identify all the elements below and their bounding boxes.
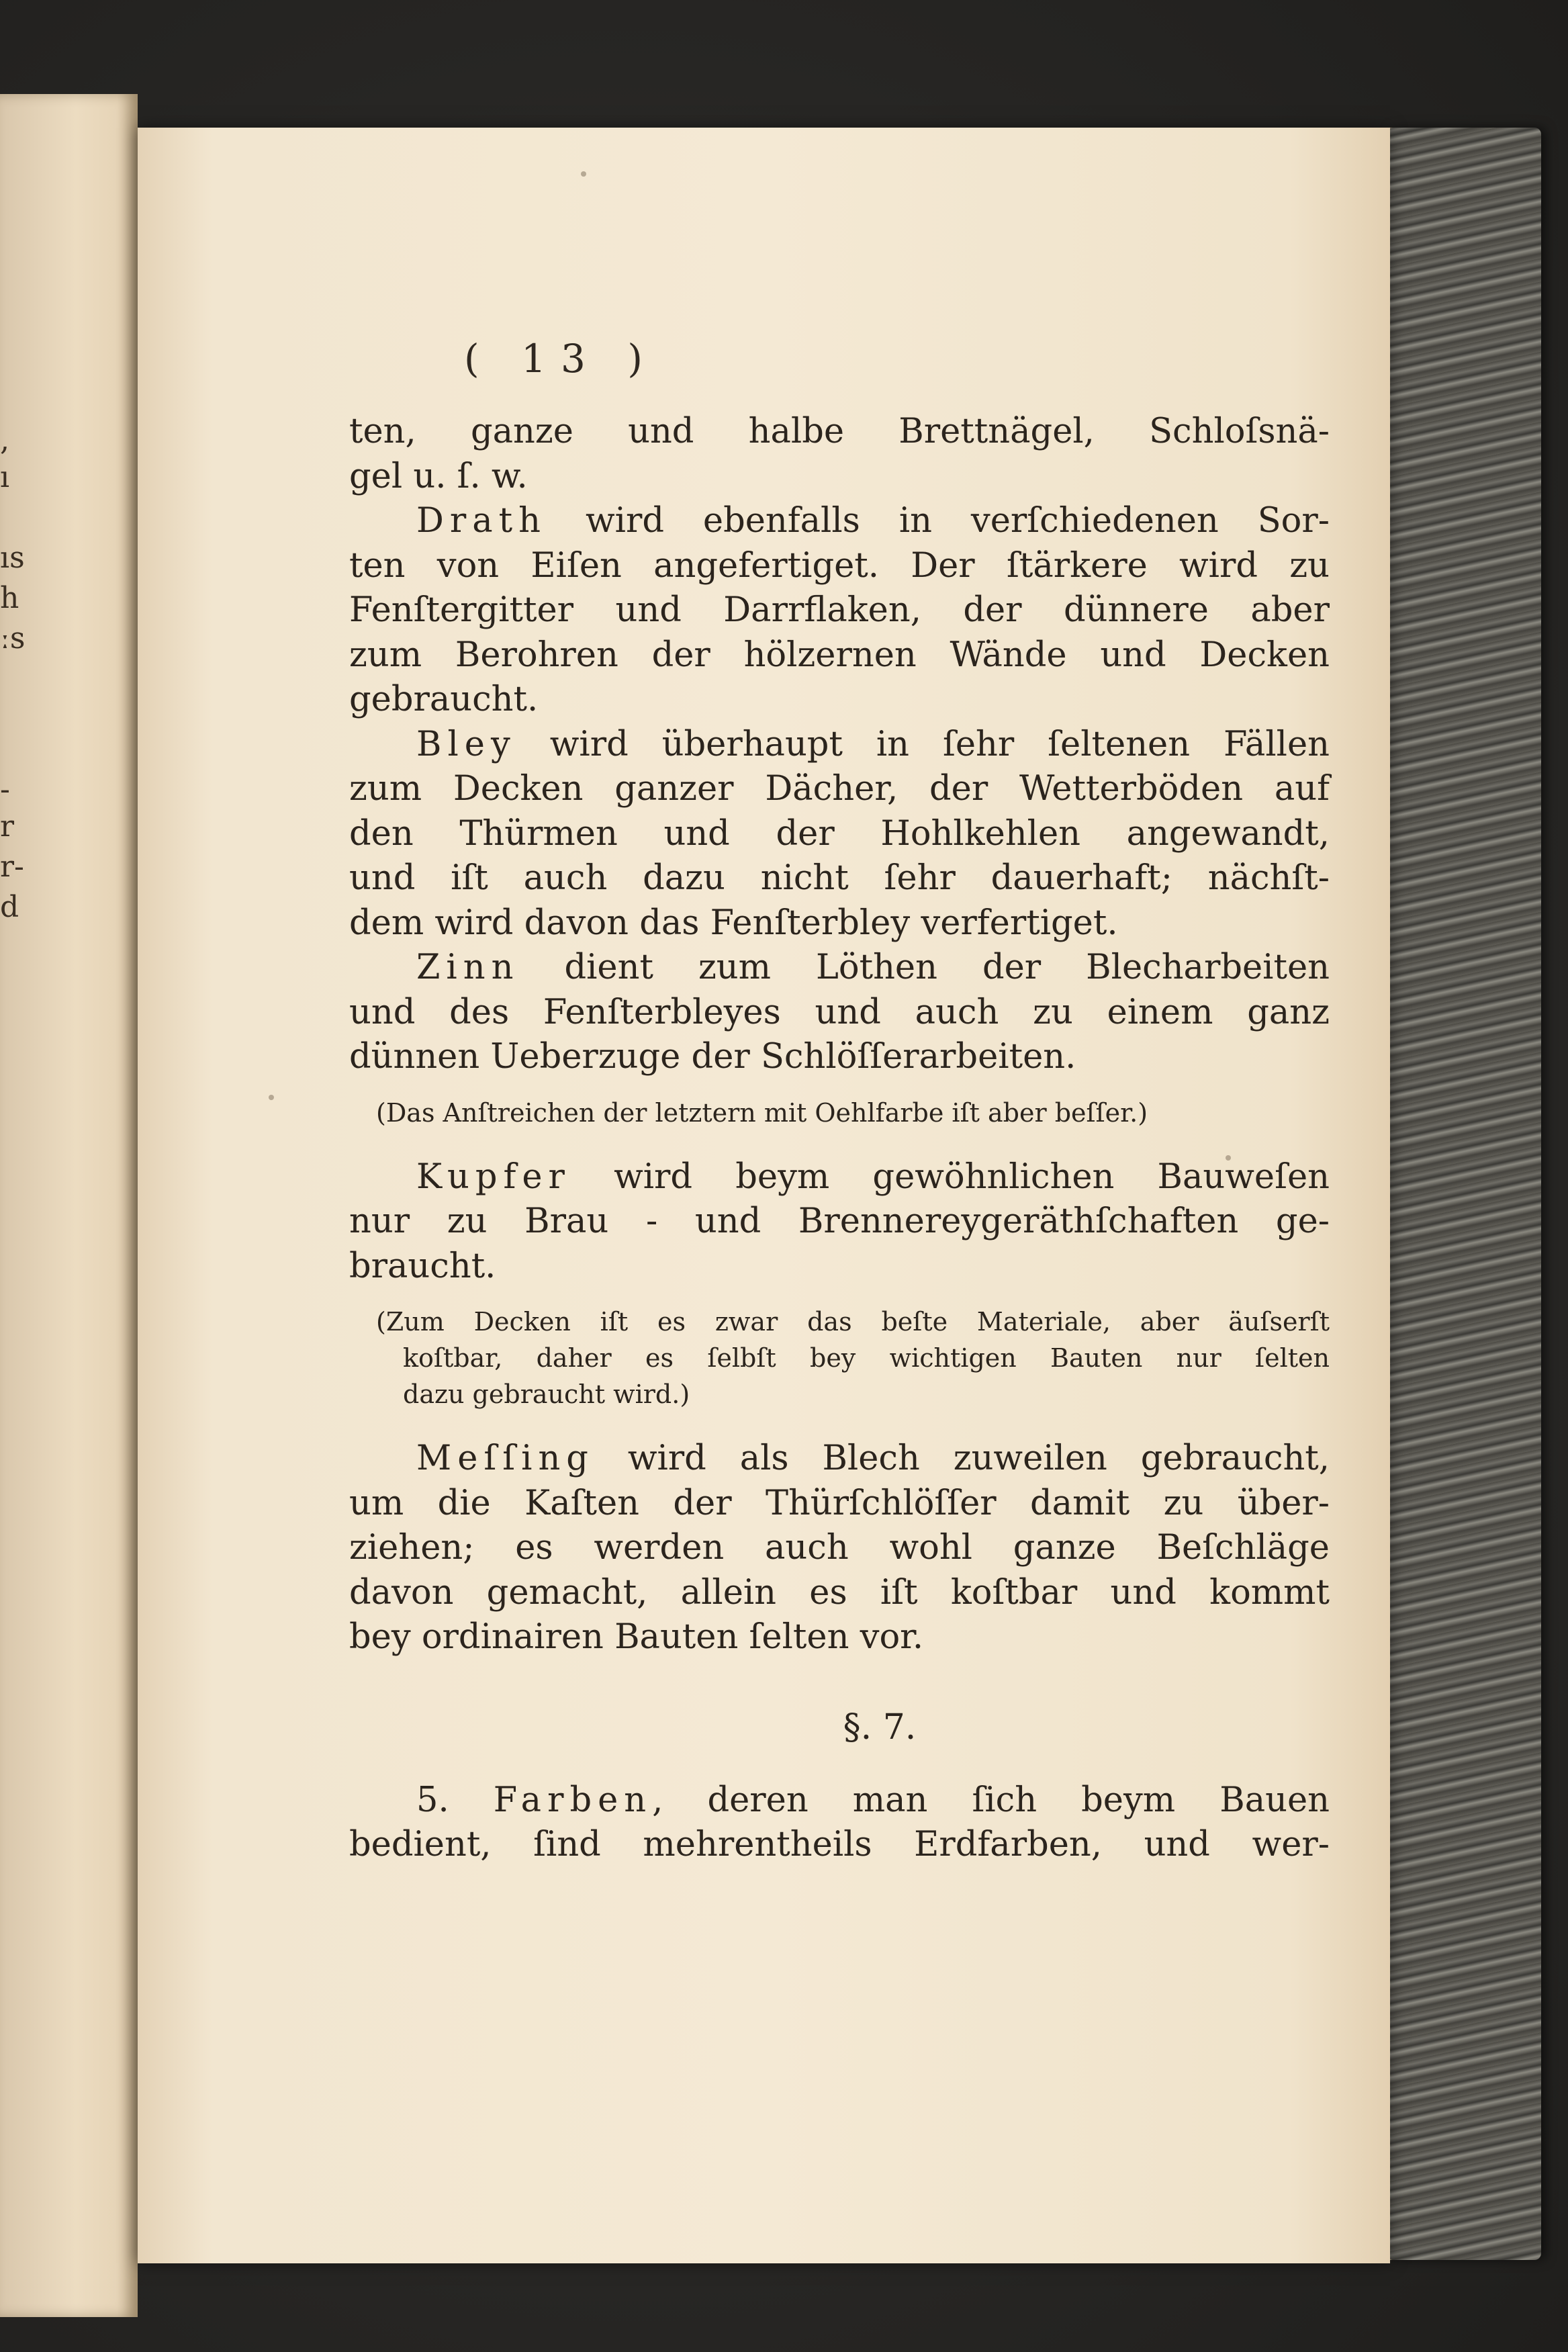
- text-line: nur zu Brau - und Brennereygeräthſchaften ge-: [349, 1202, 1330, 1241]
- lead-word: Farben: [493, 1780, 653, 1820]
- text-line: bey ordinairen Bauten ſelten vor.: [349, 1617, 924, 1657]
- margin-glyph: ,: [0, 423, 9, 457]
- text-line: 5. Farben, deren man ſich beym Bauen: [416, 1780, 1330, 1820]
- text-line: Fenſtergitter und Darrflaken, der dünnere aber: [349, 590, 1330, 630]
- text-line: gebraucht.: [349, 680, 539, 719]
- paper-spot: [269, 1095, 274, 1100]
- lead-word: Kupfer: [416, 1157, 571, 1197]
- text-line: Kupfer wird beym gewöhnlichen Bauweſen: [416, 1157, 1330, 1197]
- text-line: Drath wird ebenfalls in verſchiedenen Sor-: [416, 501, 1330, 541]
- margin-glyph: r: [0, 809, 15, 844]
- footnote: koſtbar, daher es ſelbſt bey wichtigen Bauten nur ſelten: [403, 1343, 1330, 1373]
- text-line: Zinn dient zum Löthen der Blecharbeiten: [416, 948, 1330, 987]
- text-line: zum Berohren der hölzernen Wände und Decken: [349, 635, 1330, 675]
- margin-glyph: ıs: [0, 541, 25, 575]
- text-line: und iſt auch dazu nicht ſehr dauerhaft; nächſt-: [349, 858, 1330, 898]
- page-number: ( 13 ): [464, 336, 657, 381]
- body-text: [349, 410, 1330, 1868]
- margin-glyph: -: [0, 772, 10, 807]
- text-line: dem wird davon das Fenſterbley verfertiget.: [349, 903, 1118, 943]
- book-page: [138, 128, 1390, 2263]
- text-line: dünnen Ueberzuge der Schlöſſerarbeiten.: [349, 1037, 1076, 1077]
- lead-word: Drath: [416, 501, 547, 541]
- text-line: ziehen; es werden auch wohl ganze Beſchläge: [349, 1528, 1330, 1568]
- text-line: zum Decken ganzer Dächer, der Wetterböden auf: [349, 769, 1330, 809]
- lead-word: Meſſing: [416, 1439, 594, 1478]
- text-line: ten von Eiſen angefertiget. Der ſtärkere wird zu: [349, 545, 1330, 586]
- text-line: davon gemacht, allein es iſt koſtbar und kommt: [349, 1572, 1330, 1613]
- footnote: (Zum Decken iſt es zwar das beſte Materiale, aber äuſserſt: [376, 1307, 1330, 1337]
- previous-page-edge: [0, 94, 138, 2317]
- margin-glyph: h: [0, 581, 19, 615]
- paper-spot: [581, 171, 586, 177]
- lead-word: Zinn: [416, 948, 520, 987]
- footnote: (Das Anſtreichen der letztern mit Oehlfarbe iſt aber beſſer.): [376, 1097, 1148, 1128]
- margin-glyph: d: [0, 890, 19, 924]
- margin-glyph: ːs: [0, 621, 26, 655]
- text-line: Bley wird überhaupt in ſehr ſeltenen Fällen: [416, 724, 1330, 764]
- text-line: um die Kaſten der Thürſchlöſſer damit zu über-: [349, 1483, 1330, 1523]
- margin-glyph: ı: [0, 460, 10, 494]
- text-line: und des Fenſterbleyes und auch zu einem ganz: [349, 992, 1330, 1032]
- text-line: den Thürmen und der Hohlkehlen angewandt,: [349, 813, 1330, 854]
- text-line: ten, ganze und halbe Brettnägel, Schloſsnä-: [349, 412, 1330, 451]
- footnote: dazu gebraucht wird.): [403, 1379, 690, 1409]
- text-line: bedient, ſind mehrentheils Erdfarben, und wer-: [349, 1825, 1330, 1864]
- section-heading: §. 7.: [843, 1707, 917, 1748]
- book-spine: [1387, 128, 1541, 2260]
- text-line: braucht.: [349, 1246, 496, 1286]
- text-line: Meſſing wird als Blech zuweilen gebraucht,: [416, 1439, 1330, 1478]
- lead-word: Bley: [416, 724, 516, 764]
- text-line: gel u. ſ. w.: [349, 456, 528, 496]
- margin-glyph: r-: [0, 850, 24, 884]
